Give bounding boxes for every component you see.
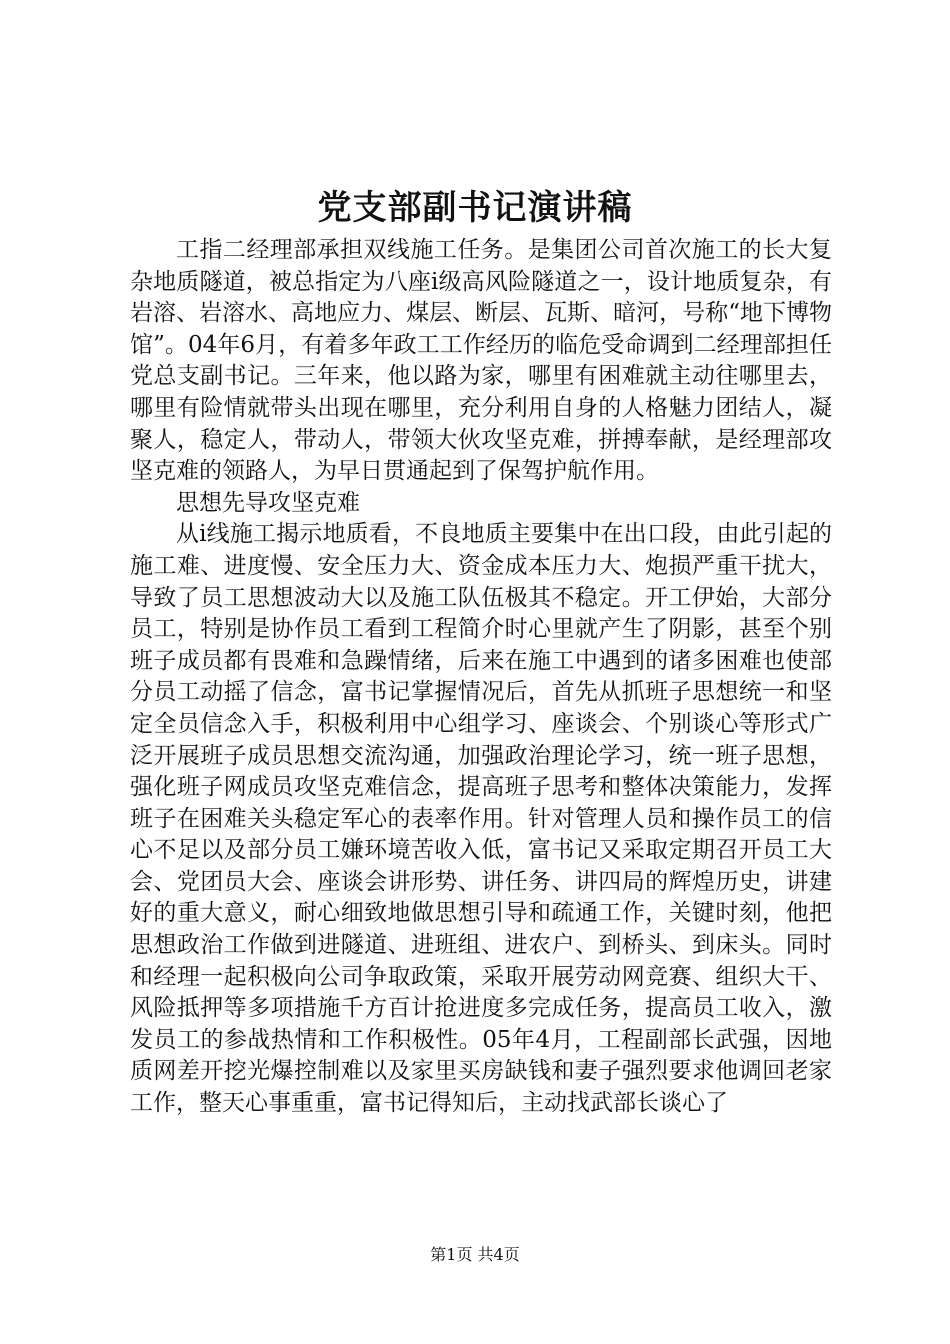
page-title: 党支部副书记演讲稿 — [317, 188, 633, 228]
document-body — [130, 235, 832, 1120]
paragraph-section-body: 从ⅰ线施工揭示地质看，不良地质主要集中在出口段，由此引起的施工难、进度慢、安全压力大、资金成本压力大、炮损严重干扰大，导致了员工思想波动大以及施工队伍极其不稳定。开工伊始，大部分员工，特别是协作员工看到工程简介时心里就产生了阴影，甚至个别班子成员都有畏难和急躁情绪，后来在施工中遇到的诸多困难也使部分员工动摇了信念，富书记掌握情况后，首先从抓班子思想统一和坚定全员信念入手，积极利用中心组学习、座谈会、个别谈心等形式广泛开展班子成员思想交流沟通，加强政治理论学习，统一班子思想，强化班子网成员攻坚克难信念，提高班子思考和整体决策能力，发挥班子在困难关头稳定军心的表率作用。针对管理人员和操作员工的信心不足以及部分员工嫌环境苦收入低，富书记又采取定期召开员工大会、党团员大会、座谈会讲形势、讲任务、讲四局的辉煌历史，讲建好的重大意义，耐心细致地做思想引导和疏通工作，关键时刻，他把思想政治工作做到进隧道、进班组、进农户、到桥头、到床头。同时和经理一起积极向公司争取政策，采取开展劳动网竞赛、组织大干、风险抵押等多项措施千方百计抢进度多完成任务，提高员工收入，激发员工的参战热情和工作积极性。05年4月，工程副部长武强，因地质网差开挖光爆控制难以及家里买房缺钱和妻子强烈要求他调回老家工作，整天心事重重，富书记得知后，主动找武部长谈心了 — [130, 521, 832, 1117]
section-heading: 思想先导攻坚克难 — [176, 489, 360, 516]
paragraph-intro: 工指二经理部承担双线施工任务。是集团公司首次施工的长大复杂地质隧道，被总指定为八座ⅰ级高风险隧道之一，设计地质复杂，有岩溶、岩溶水、高地应力、煤层、断层、瓦斯、暗河，号称“地下博物馆”。04年6月，有着多年政工工作经历的临危受命调到二经理部担任党总支副书记。三年来，他以路为家，哪里有困难就主动往哪里去，哪里有险情就带头出现在哪里，充分利用自身的人格魅力团结人，凝聚人，稳定人，带动人，带领大伙攻坚克难，拼搏奉献，是经理部攻坚克难的领路人，为早日贯通起到了保驾护航作用。 — [130, 237, 832, 485]
page-footer: 第1页 共4页 — [430, 1245, 520, 1264]
